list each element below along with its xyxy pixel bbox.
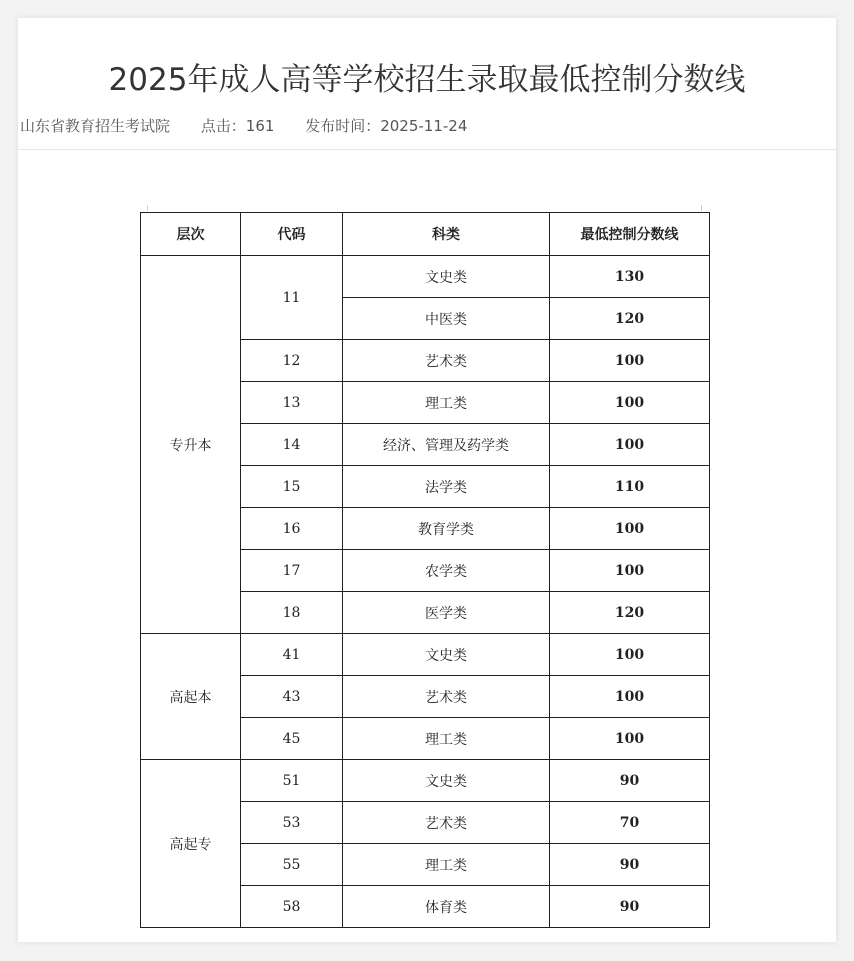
code-cell: 55: [241, 844, 343, 886]
header-min-score: 最低控制分数线: [550, 213, 710, 256]
score-cell: 100: [550, 382, 710, 424]
score-cell: 90: [550, 844, 710, 886]
code-cell: 53: [241, 802, 343, 844]
level-cell: 高起本: [141, 634, 241, 760]
table-header-row: [141, 213, 710, 256]
code-cell: 13: [241, 382, 343, 424]
table-row: [141, 634, 710, 676]
level-cell: 高起专: [141, 760, 241, 928]
table-corner-mark-left: [147, 205, 148, 211]
category-cell: 文史类: [343, 634, 550, 676]
header-level: 层次: [141, 213, 241, 256]
article-meta: [20, 116, 493, 136]
score-cell: 110: [550, 466, 710, 508]
category-cell: 经济、管理及药学类: [343, 424, 550, 466]
header-category: 科类: [343, 213, 550, 256]
category-cell: 教育学类: [343, 508, 550, 550]
score-cell: 130: [550, 256, 710, 298]
article-card: [18, 18, 836, 942]
category-cell: 中医类: [343, 298, 550, 340]
score-cell: 70: [550, 802, 710, 844]
code-cell: 41: [241, 634, 343, 676]
category-cell: 理工类: [343, 382, 550, 424]
category-cell: 法学类: [343, 466, 550, 508]
table-row: [141, 256, 710, 298]
code-cell: 15: [241, 466, 343, 508]
page-title: 2025年成人高等学校招生录取最低控制分数线: [108, 62, 746, 98]
score-cell: 90: [550, 886, 710, 928]
category-cell: 理工类: [343, 718, 550, 760]
click-count: 点击：161: [200, 117, 275, 135]
header-code: 代码: [241, 213, 343, 256]
score-cell: 120: [550, 592, 710, 634]
article-source: 山东省教育招生考试院: [20, 117, 171, 135]
code-cell: 17: [241, 550, 343, 592]
category-cell: 艺术类: [343, 676, 550, 718]
publish-date: 发布时间：2025-11-24: [305, 117, 468, 135]
score-cell: 90: [550, 760, 710, 802]
table-row: [141, 760, 710, 802]
category-cell: 艺术类: [343, 802, 550, 844]
category-cell: 文史类: [343, 256, 550, 298]
table-corner-mark-right: [701, 205, 702, 211]
score-cell: 100: [550, 424, 710, 466]
score-cell: 120: [550, 298, 710, 340]
score-cell: 100: [550, 508, 710, 550]
code-cell: 14: [241, 424, 343, 466]
category-cell: 文史类: [343, 760, 550, 802]
code-cell: 51: [241, 760, 343, 802]
category-cell: 医学类: [343, 592, 550, 634]
score-cell: 100: [550, 340, 710, 382]
score-table: [140, 212, 710, 928]
code-cell: 16: [241, 508, 343, 550]
category-cell: 艺术类: [343, 340, 550, 382]
category-cell: 体育类: [343, 886, 550, 928]
level-cell: 专升本: [141, 256, 241, 634]
code-cell: 58: [241, 886, 343, 928]
score-cell: 100: [550, 634, 710, 676]
score-cell: 100: [550, 676, 710, 718]
code-cell: 43: [241, 676, 343, 718]
score-cell: 100: [550, 718, 710, 760]
header-divider: [18, 149, 836, 150]
code-cell: 12: [241, 340, 343, 382]
category-cell: 农学类: [343, 550, 550, 592]
code-cell: 11: [241, 256, 343, 340]
code-cell: 45: [241, 718, 343, 760]
code-cell: 18: [241, 592, 343, 634]
category-cell: 理工类: [343, 844, 550, 886]
score-cell: 100: [550, 550, 710, 592]
